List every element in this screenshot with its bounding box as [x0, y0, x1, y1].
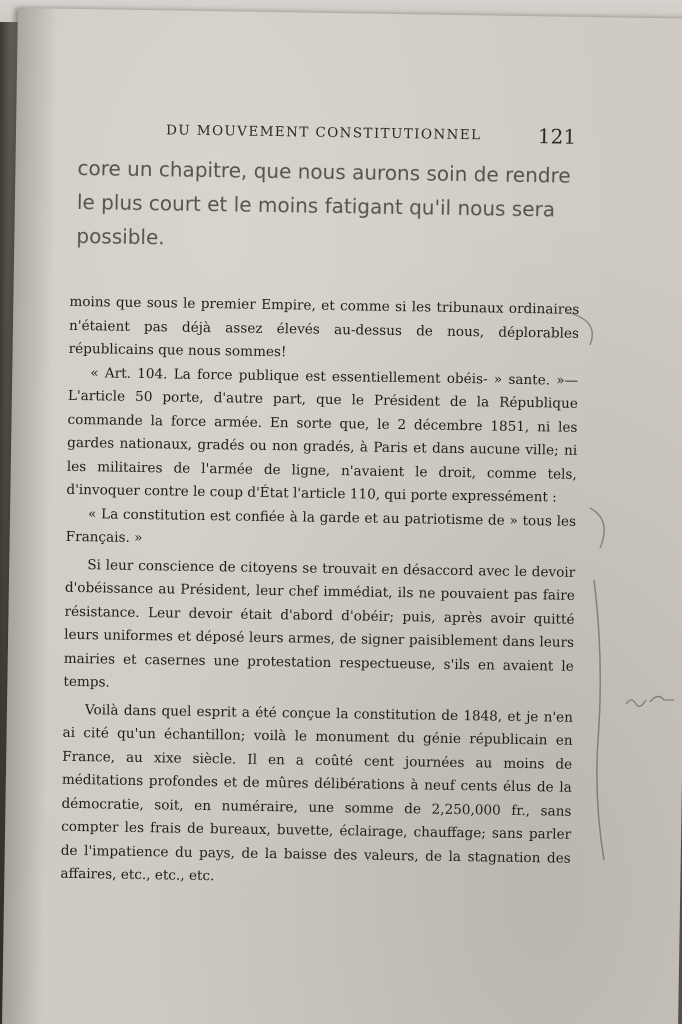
paragraph: Si leur conscience de citoyens se trouvait en désaccord avec le devoir d'obéissance au Président, leur chef immédiat, ils ne pouvaient pas faire résistance. Leur devoir était d'abord d'obéir; puis, après avoir quitté leurs uniformes et déposé leurs armes, de signer paisiblement dans leurs mairies et casernes une protestation respectueuse, s'ils en avaient le temps.: [63, 556, 576, 691]
text-line: core un chapitre, que nous aurons soin de rendre: [77, 155, 571, 188]
paragraph: Voilà dans quel esprit a été conçue la constitution de 1848, et je n'en ai cité qu'un échantillon; voilà le monument du génie républicain en France, au xixe siècle. Il en a coûté cent journées au moins de méditations profondes et de mûres délibérations à neuf cents élus de la démocratie, soit, en numéraire, une somme de 2,250,000 fr., sans compter les frais de bureaux, buvette, éclairage, chauffage; sans parler de l'impatience du pays, de la baisse des valeurs, de la stagnation des affaires, etc., etc., etc.: [60, 701, 574, 885]
page-number: 121: [537, 124, 577, 149]
paragraph: « Art. 104. La force publique est essentiellement obéis- » sante. »—L'article 50 porte, d'autre part, que le Président de la République commande la force armée. En sorte que, le 2 décembre 1851, ni les gardes nationaux, gradés ou non gradés, à Paris et dans aucune ville; ni les militaires de l'armée de ligne, n'avaient le droit, comme tels, d'invoquer contre le coup d'État l'article 110, qui porte expressément :: [66, 364, 579, 506]
book-page: [2, 8, 682, 1024]
text-line: le plus court et le moins fatigant qu'il nous sera: [76, 189, 556, 222]
paragraph: moins que sous le premier Empire, et comme si les tribunaux ordinaires n'étaient pas déjà assez élevés au-dessus de nous, déplorables républicains que nous sommes!: [68, 293, 580, 361]
body-text: [60, 291, 579, 894]
paragraph: « La constitution est confiée à la garde et au patriotisme de » tous les Français. »: [65, 505, 577, 547]
page-header: [165, 122, 577, 149]
text-line: possible.: [76, 223, 165, 250]
running-head: DU MOUVEMENT CONSTITUTIONNEL: [165, 122, 482, 144]
bleed-through-text: [76, 151, 578, 261]
